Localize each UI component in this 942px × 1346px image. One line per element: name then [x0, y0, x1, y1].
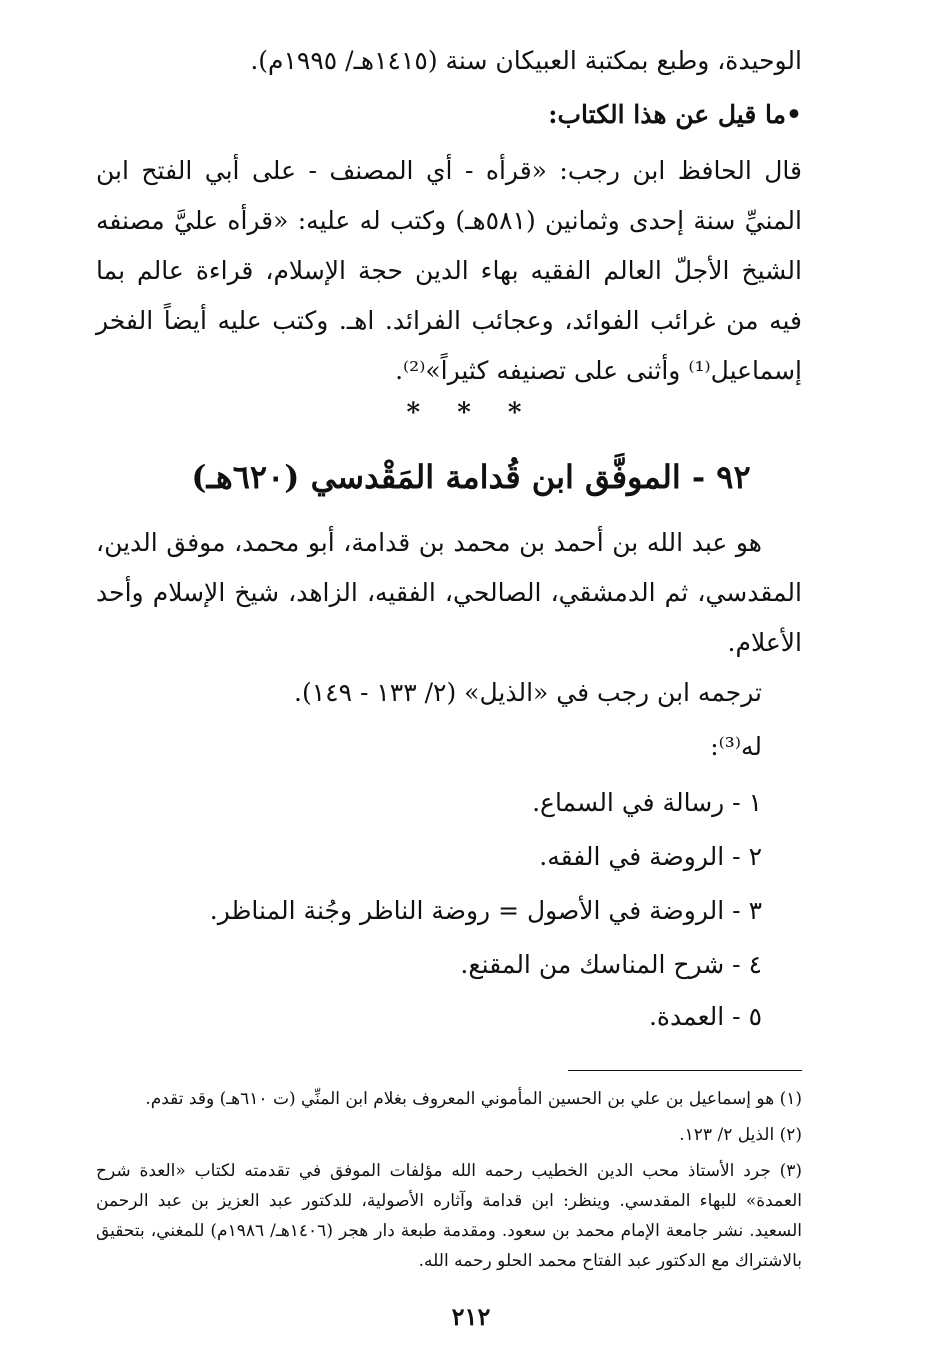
footnote-1: (١) هو إسماعيل بن علي بن الحسين المأموني المعروف بغلام ابن المنِّي (ت ٦١٠هـ) وقد تقدم.: [145, 1089, 802, 1109]
footnote-3: (٣) جرد الأستاذ محب الدين الخطيب رحمه الله مؤلفات الموفق في تقدمته لكتاب «العدة شرح العمدة» للبهاء المقدسي. وينظر: ابن قدامة وآثاره الأصولية، للدكتور عبد العزيز بن عبد الرحمن السعيد. نشر جامعة الإمام محمد بن سعود. ومقدمة طبعة دار هجر (١٤٠٦هـ/ ١٩٨٦م) للمغني، بتحقيق بالاشتراك مع الدكتور عبد الفتاح محمد الحلو رحمه الله.: [96, 1161, 802, 1271]
work-item: ١ - رسالة في السماع.: [532, 788, 762, 817]
work-item: ٣ - الروضة في الأصول = روضة الناظر وجُنة المناظر.: [209, 896, 762, 925]
page-number: ٢١٢: [451, 1302, 491, 1331]
bio-paragraph: هو عبد الله بن أحمد بن محمد بن قدامة، أبو محمد، موفق الدين، المقدسي، ثم الدمشقي، الصالحي، الفقيه، الزاهد، شيخ الإسلام وأحد الأعلام.: [96, 528, 802, 657]
translation-reference: ترجمه ابن رجب في «الذيل» (٢/ ١٣٣ - ١٤٩).: [294, 678, 762, 707]
footnote-separator: [568, 1070, 802, 1071]
section-divider-stars: * * *: [406, 398, 536, 428]
work-item: ٤ - شرح المناسك من المقنع.: [460, 950, 762, 979]
quote-paragraph: قال الحافظ ابن رجب: «قرأه - أي المصنف - على أبي الفتح ابن المنيِّ سنة إحدى وثمانين (٥٨١هـ) وكتب له عليه: «قرأه عليَّ مصنفه الشيخ الأجلّ العالم الفقيه بهاء الدين حجة الإسلام، قراءة عالم بما فيه من غرائب الفوائد، وعجائب الفرائد. اهـ. وكتب عليه أيضاً الفخر إسماعيل⁽¹⁾ وأثنى على تصنيفه كثيراً»⁽²⁾.: [96, 156, 803, 385]
work-item: ٥ - العمدة.: [648, 1002, 762, 1031]
continuation-line: الوحيدة، وطبع بمكتبة العبيكان سنة (١٤١٥هـ/ ١٩٩٥م).: [250, 46, 802, 75]
work-item: ٢ - الروضة في الفقه.: [539, 842, 762, 871]
section-heading: •ما قيل عن هذا الكتاب:: [548, 100, 802, 129]
entry-title: ٩٢ - الموفَّق ابن قُدامة المَقْدسي (٦٢٠هـ): [191, 458, 751, 496]
works-label: له⁽³⁾:: [710, 732, 762, 761]
footnote-2: (٢) الذيل ٢/ ١٢٣.: [679, 1125, 802, 1145]
